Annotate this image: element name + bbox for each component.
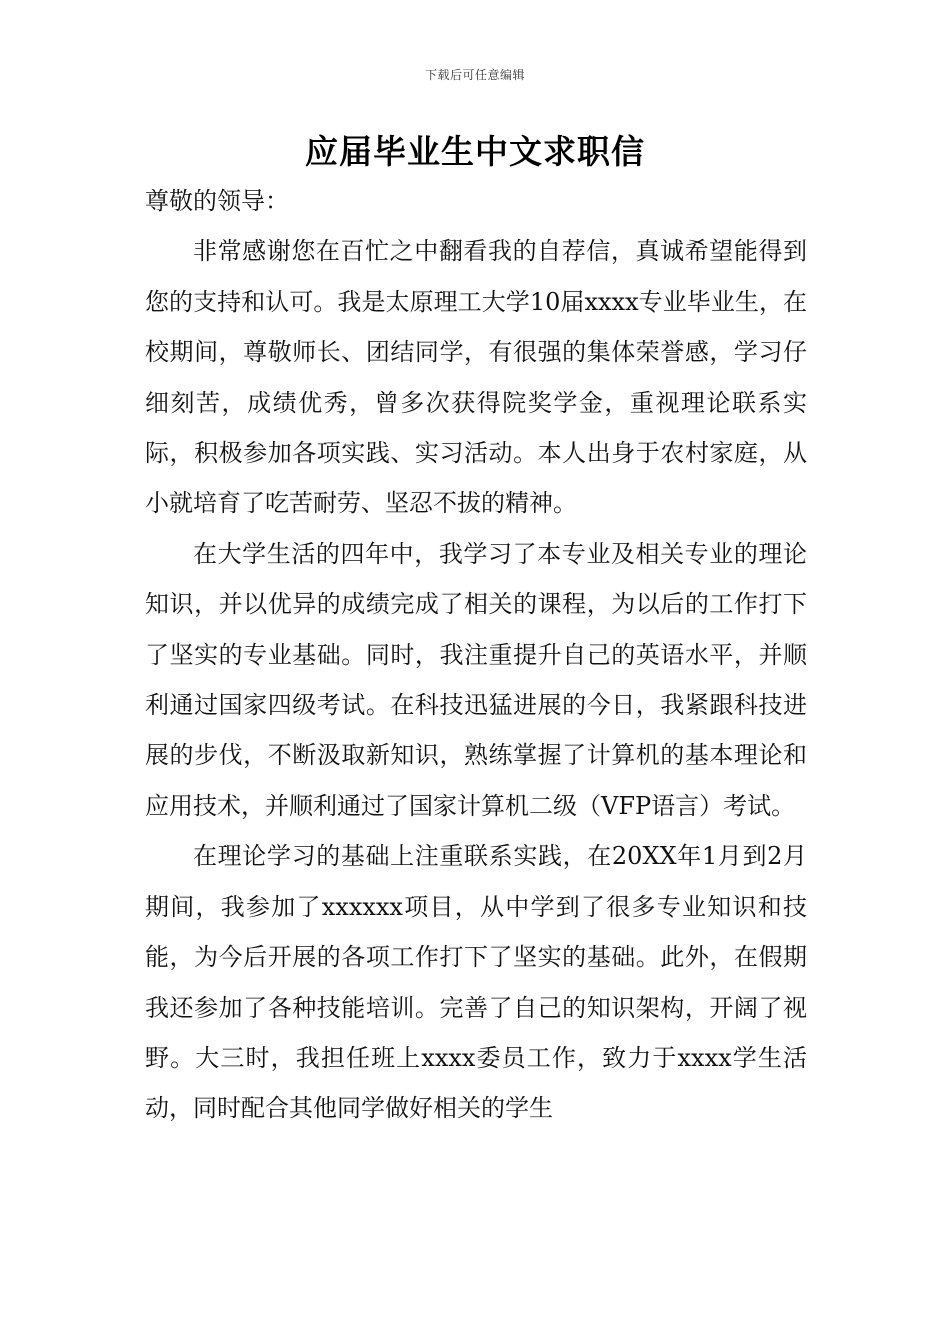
paragraph-3: 在理论学习的基础上注重联系实践，在20XX年1月到2月期间，我参加了xxxxxx项目，从中学到了很多专业知识和技能，为今后开展的各项工作打下了坚实的基础。此外，在假期我还参加了各种技能培训。完善了自己的知识架构，开阔了视野。大三时，我担任班上xxxx委员工作，致力于xxxx学生活动，同时配合其他同学做好相关的学生	[145, 842, 807, 1123]
header-note: 下载后可任意编辑	[424, 68, 525, 82]
document-title: 应届毕业生中文求职信	[305, 132, 645, 171]
letter-body	[145, 176, 807, 1134]
salutation: 尊敬的领导：	[145, 187, 289, 215]
paragraph-1: 非常感谢您在百忙之中翻看我的自荐信，真诚希望能得到您的支持和认可。我是太原理工大学10届xxxx专业毕业生，在校期间，尊敬师长、团结同学，有很强的集体荣誉感，学习仔细刻苦，成绩优秀，曾多次获得院奖学金，重视理论联系实际，积极参加各项实践、实习活动。本人出身于农村家庭，从小就培育了吃苦耐劳、坚忍不拔的精神。	[145, 237, 807, 518]
paragraph-2: 在大学生活的四年中，我学习了本专业及相关专业的理论知识，并以优异的成绩完成了相关的课程，为以后的工作打下了坚实的专业基础。同时，我注重提升自己的英语水平，并顺利通过国家四级考试。在科技迅猛进展的今日，我紧跟科技进展的步伐，不断汲取新知识，熟练掌握了计算机的基本理论和应用技术，并顺利通过了国家计算机二级（VFP语言）考试。	[145, 539, 807, 820]
